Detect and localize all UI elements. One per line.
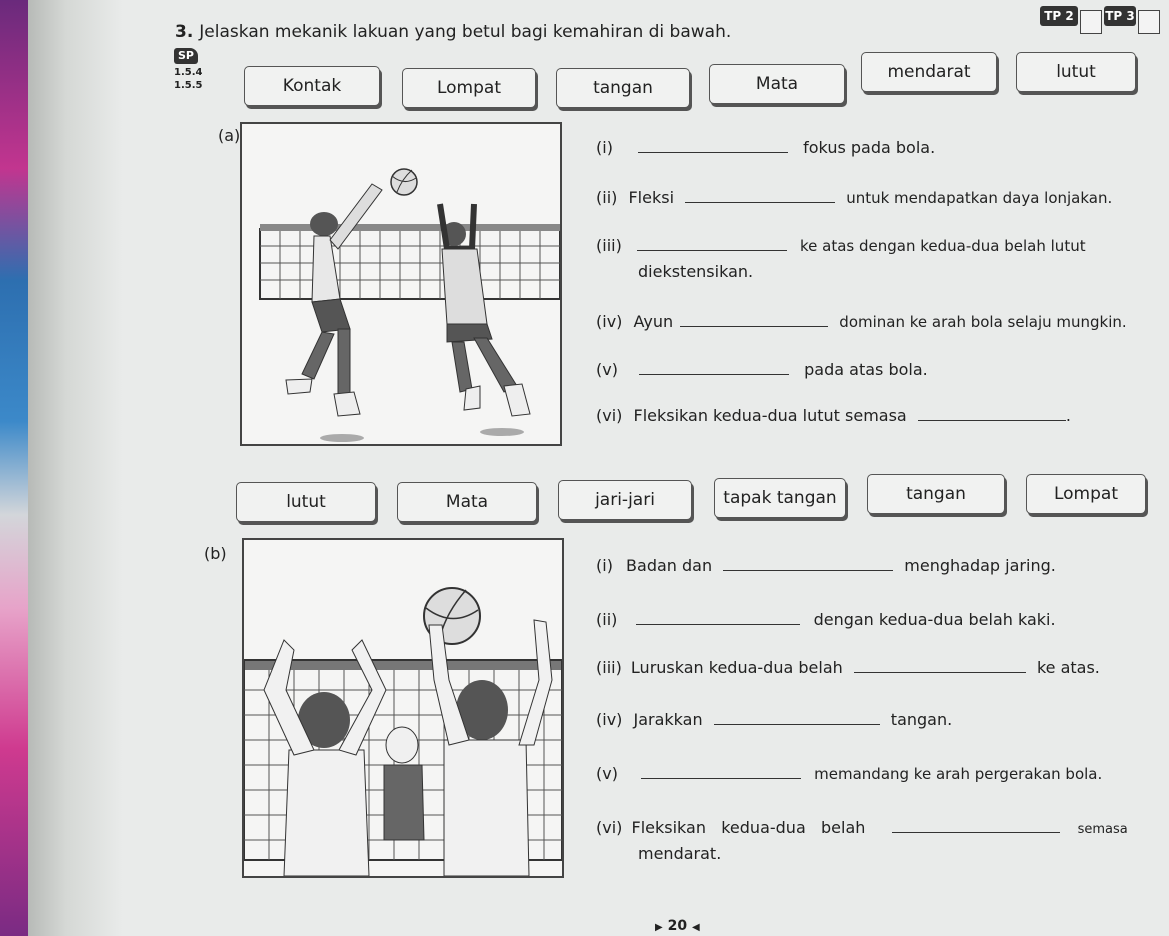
a-item-6-text: . — [1065, 406, 1071, 425]
b-item-5 — [596, 764, 1102, 783]
a-item-4 — [596, 312, 1127, 331]
section-b-label: (b) — [204, 544, 227, 563]
code-2: 1.5.5 — [174, 80, 203, 91]
b-item-2 — [596, 610, 1056, 629]
a-item-2-blank[interactable] — [685, 188, 835, 203]
b-item-6-pre: Fleksikan kedua-dua belah — [631, 818, 866, 837]
a-item-6-number: (vi) — [596, 406, 623, 425]
b-item-4-text: tangan. — [890, 710, 953, 729]
a-item-4-pre: Ayun — [633, 312, 674, 331]
b-item-5-text: memandang ke arah pergerakan bola. — [814, 765, 1103, 783]
b-item-6 — [596, 818, 1128, 837]
b-item-3-pre: Luruskan kedua-dua belah — [630, 658, 843, 677]
tp3-checkbox[interactable] — [1138, 10, 1160, 34]
word-bank-a-lompat[interactable]: Lompat — [402, 68, 536, 108]
word-bank-b-jari-jari[interactable]: jari-jari — [558, 480, 692, 520]
b-item-1-text: menghadap jaring. — [904, 556, 1056, 575]
b-item-2-number: (ii) — [596, 610, 618, 629]
code-1: 1.5.4 — [174, 67, 203, 78]
word-bank-b-lompat[interactable]: Lompat — [1026, 474, 1146, 514]
spiking-players-image — [242, 124, 560, 444]
b-item-3 — [596, 658, 1100, 677]
blocking-illustration — [242, 538, 564, 878]
word-bank-a-tangan[interactable]: tangan — [556, 68, 690, 108]
a-item-6-blank[interactable] — [918, 406, 1066, 421]
b-item-3-text: ke atas. — [1036, 658, 1100, 677]
b-item-6-continuation: mendarat. — [638, 844, 722, 863]
b-item-4-number: (iv) — [596, 710, 623, 729]
b-item-2-blank[interactable] — [636, 610, 800, 625]
a-item-2-pre: Fleksi — [628, 188, 675, 207]
word-bank-a-kontak[interactable]: Kontak — [244, 66, 380, 106]
a-item-4-blank[interactable] — [680, 312, 828, 327]
standard-codes — [174, 66, 202, 92]
a-item-5 — [596, 360, 928, 379]
a-item-3 — [596, 236, 1086, 255]
b-item-5-number: (v) — [596, 764, 618, 783]
b-item-3-number: (iii) — [596, 658, 622, 677]
tp2-checkbox[interactable] — [1080, 10, 1102, 34]
b-item-1-pre: Badan dan — [626, 556, 713, 575]
tp2-badge: TP 2 — [1040, 6, 1078, 26]
a-item-2-text: untuk mendapatkan daya lonjakan. — [846, 189, 1113, 207]
question-header — [175, 22, 731, 42]
a-item-3-continuation: diekstensikan. — [638, 262, 754, 281]
word-bank-b-tangan[interactable]: tangan — [867, 474, 1005, 514]
a-item-4-number: (iv) — [596, 312, 623, 331]
a-item-1 — [596, 138, 935, 157]
page-spine — [28, 0, 123, 936]
b-item-6-number: (vi) — [596, 818, 623, 837]
sp-badge: SP — [174, 48, 198, 64]
word-bank-b-lutut[interactable]: lutut — [236, 482, 376, 522]
a-item-2-number: (ii) — [596, 188, 618, 207]
word-bank-a-mata[interactable]: Mata — [709, 64, 845, 104]
a-item-4-text: dominan ke arah bola selaju mungkin. — [839, 313, 1127, 331]
a-item-1-number: (i) — [596, 138, 613, 157]
a-item-3-number: (iii) — [596, 236, 622, 255]
question-text: Jelaskan mekanik lakuan yang betul bagi kemahiran di bawah. — [199, 22, 732, 42]
b-item-3-blank[interactable] — [854, 658, 1026, 673]
word-bank-b-tapak-tangan[interactable]: tapak tangan — [714, 478, 846, 518]
a-item-3-text: ke atas dengan kedua-dua belah lutut — [800, 237, 1086, 255]
page-number-text: 20 — [667, 918, 688, 934]
b-item-6-text: semasa — [1077, 822, 1128, 837]
b-item-1-blank[interactable] — [723, 556, 893, 571]
question-number: 3. — [175, 22, 194, 42]
word-bank-a-mendarat[interactable]: mendarat — [861, 52, 997, 92]
b-item-4-blank[interactable] — [714, 710, 880, 725]
a-item-1-blank[interactable] — [638, 138, 788, 153]
page-number — [655, 918, 700, 934]
a-item-6-pre: Fleksikan kedua-dua lutut semasa — [633, 406, 907, 425]
page-marker-right-icon: ◀ — [691, 922, 700, 933]
a-item-3-blank[interactable] — [637, 236, 787, 251]
b-item-1-number: (i) — [596, 556, 613, 575]
spiking-illustration — [240, 122, 562, 446]
b-item-5-blank[interactable] — [641, 764, 801, 779]
a-item-5-blank[interactable] — [639, 360, 789, 375]
a-item-5-text: pada atas bola. — [804, 360, 928, 379]
section-a-label: (a) — [218, 126, 241, 145]
blocking-players-image — [244, 540, 562, 876]
a-item-1-text: fokus pada bola. — [803, 138, 936, 157]
b-item-4-pre: Jarakkan — [633, 710, 703, 729]
b-item-1 — [596, 556, 1056, 575]
tp3-badge: TP 3 — [1104, 6, 1136, 26]
b-item-6-blank[interactable] — [892, 818, 1060, 833]
a-item-2 — [596, 188, 1112, 207]
a-item-6 — [596, 406, 1071, 425]
b-item-2-text: dengan kedua-dua belah kaki. — [813, 610, 1056, 629]
word-bank-a-lutut[interactable]: lutut — [1016, 52, 1136, 92]
b-item-4 — [596, 710, 952, 729]
a-item-5-number: (v) — [596, 360, 618, 379]
page-marker-left-icon: ▶ — [655, 922, 663, 933]
word-bank-b-mata[interactable]: Mata — [397, 482, 537, 522]
